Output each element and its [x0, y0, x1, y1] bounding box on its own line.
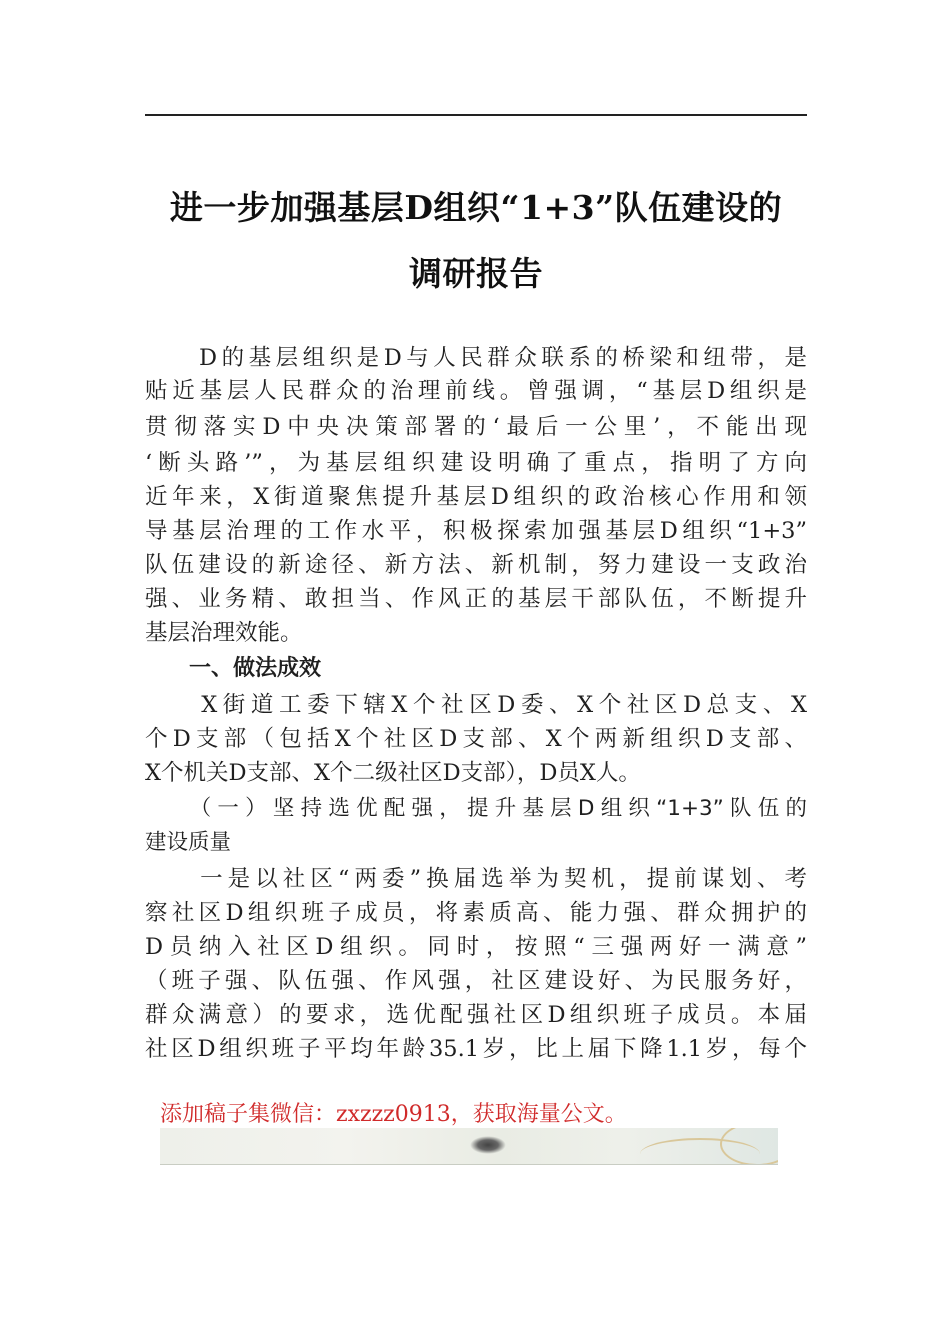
- body-line: D员纳入社区D组织。同时，按照“三强两好一满意”: [145, 934, 807, 960]
- body-line: ‘断头路’”，为基层组织建设明确了重点，指明了方向: [145, 450, 807, 476]
- header-rule: [145, 114, 807, 116]
- body-line: 基层治理效能。: [145, 620, 303, 646]
- body-line: 近年来，X街道聚焦提升基层D组织的政治核心作用和领: [145, 484, 807, 510]
- body-line: 社区D组织班子平均年龄35.1岁，比上届下降1.1岁，每个: [145, 1036, 807, 1062]
- body-line: X个机关D支部、X个二级社区D支部），D员X人。: [145, 760, 641, 786]
- body-line: 导基层治理的工作水平，积极探索加强基层D组织“1+3”: [145, 518, 807, 544]
- swirl-decoration: [640, 1138, 760, 1165]
- promo-text: 添加稿子集微信：zxzzz0913，获取海量公文。: [160, 1102, 627, 1127]
- body-line: 贴近基层人民群众的治理前线。曾强调，“基层D组织是: [145, 378, 807, 404]
- document-title-line-2: 调研报告: [409, 254, 543, 293]
- decorative-banner-image: [160, 1128, 778, 1165]
- ink-splash-decoration: [470, 1136, 506, 1154]
- document-title-line-1: 进一步加强基层D组织“1+3”队伍建设的: [169, 188, 783, 227]
- body-line: X街道工委下辖X个社区D委、X个社区D总支、X: [145, 692, 807, 718]
- body-line: 强、业务精、敢担当、作风正的基层干部队伍，不断提升: [145, 586, 807, 612]
- body-line: 群众满意）的要求，选优配强社区D组织班子成员。本届: [145, 1002, 807, 1028]
- body-line: （班子强、队伍强、作风强，社区建设好、为民服务好，: [145, 968, 807, 994]
- body-line: 一是以社区“两委”换届选举为契机，提前谋划、考: [145, 866, 807, 892]
- subsection-heading: 建设质量: [145, 830, 232, 855]
- body-line: D的基层组织是D与人民群众联系的桥梁和纽带，是: [145, 345, 807, 371]
- subsection-heading: （一）坚持选优配强，提升基层D组织“1+3”队伍的: [145, 796, 807, 821]
- section-heading: 一、做法成效: [145, 656, 322, 681]
- body-line: 贯彻落实D中央决策部署的‘最后一公里’，不能出现: [145, 414, 807, 440]
- body-line: 队伍建设的新途径、新方法、新机制，努力建设一支政治: [145, 552, 807, 578]
- body-line: 察社区D组织班子成员，将素质高、能力强、群众拥护的: [145, 900, 807, 926]
- body-line: 个D支部（包括X个社区D支部、X个两新组织D支部、: [145, 726, 807, 752]
